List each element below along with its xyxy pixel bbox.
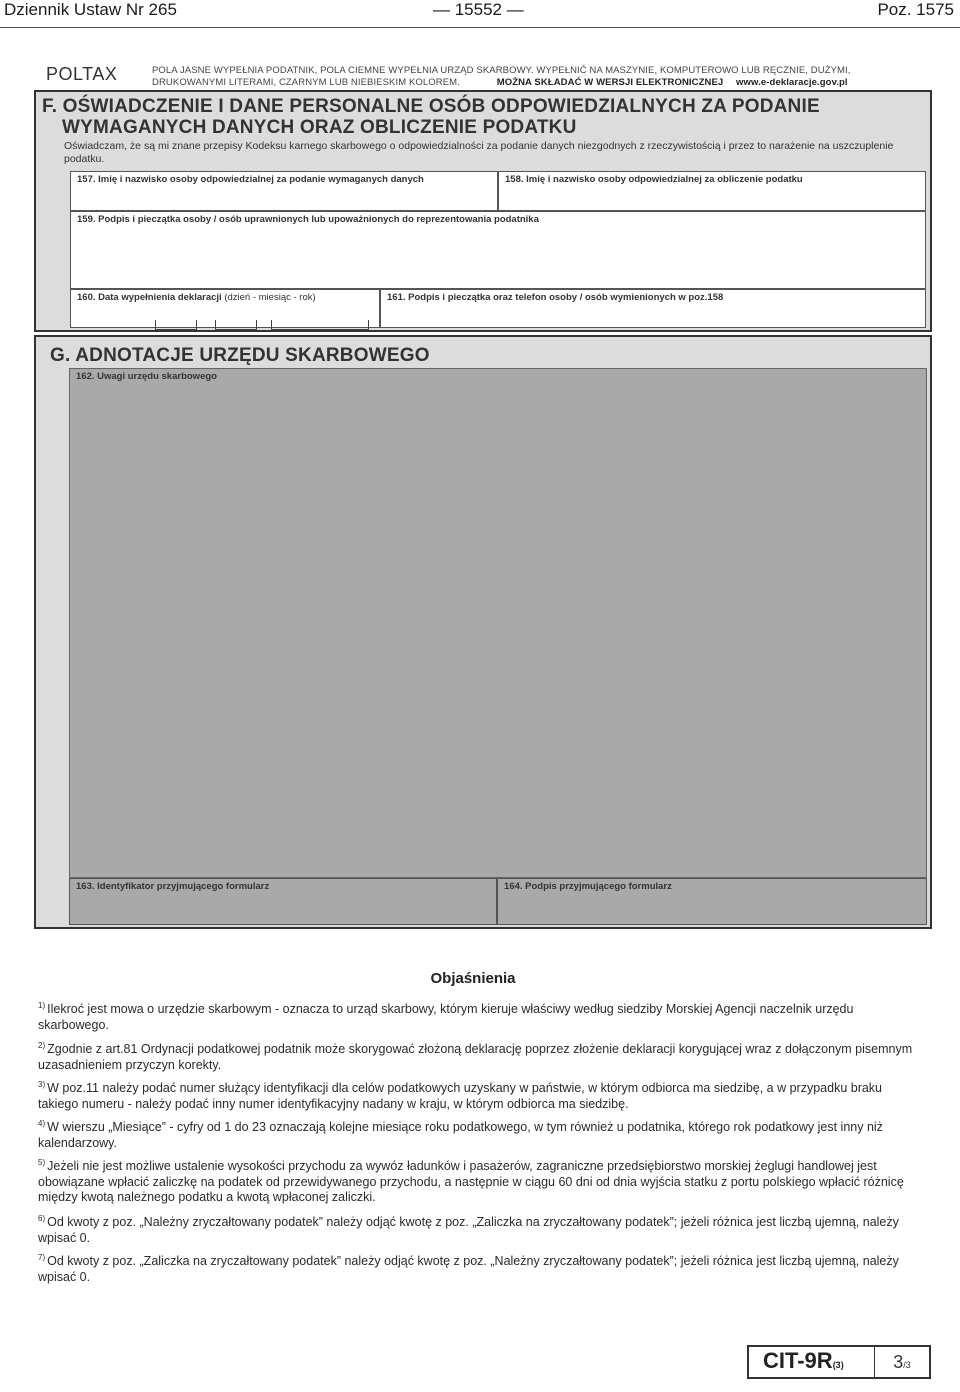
field-160-date[interactable] xyxy=(70,289,380,328)
page-number: — 15552 — xyxy=(433,0,524,19)
field-158-label: 158. Imię i nazwisko osoby odpowiedzialnej za obliczenie podatku xyxy=(505,174,803,185)
instructions-line-2 xyxy=(152,77,892,89)
field-164-label: 164. Podpis przyjmującego formularz xyxy=(504,881,672,892)
form-version: (3) xyxy=(832,1360,844,1370)
poltax-logo: POLTAX xyxy=(46,64,118,84)
date-day-box[interactable] xyxy=(155,320,197,330)
field-162-office-notes xyxy=(69,368,927,878)
form-page-indicator xyxy=(874,1347,929,1377)
note-1 xyxy=(38,998,922,1033)
field-159-signature[interactable] xyxy=(70,211,926,289)
field-164-office-signature xyxy=(497,878,927,925)
field-157-input[interactable] xyxy=(70,171,498,211)
note-3-text: W poz.11 należy podać numer służący identyfikacji dla celów podatkowych uzyskany w państwie, w którym odbiorca ma siedzibę, a w przypadku braku takiego numeru - należy podać inny numer identyfikacyjny nadany w kraju, w którym odbiorca ma siedzibę. xyxy=(38,1081,883,1111)
field-160-label-text: 160. Data wypełnienia deklaracji xyxy=(77,292,222,303)
e-deklaracje-link[interactable]: www.e-deklaracje.gov.pl xyxy=(736,77,848,88)
explanations-title: Objaśnienia xyxy=(430,970,516,987)
journal-title: Dziennik Ustaw Nr 265 xyxy=(4,0,177,19)
note-1-mark: 1) xyxy=(38,1001,46,1010)
note-6-mark: 6) xyxy=(38,1214,46,1223)
electronic-filing-note: MOŻNA SKŁADAĆ W WERSJI ELEKTRONICZNEJ xyxy=(496,77,724,88)
field-159-label: 159. Podpis i pieczątka osoby / osób uprawnionych lub upoważnionych do reprezentowania podatnika xyxy=(77,214,539,225)
note-6 xyxy=(38,1211,922,1246)
section-f-title-line-1: F. OŚWIADCZENIE I DANE PERSONALNE OSÓB ODPOWIEDZIALNYCH ZA PODANIE xyxy=(42,96,820,117)
field-163-label: 163. Identyfikator przyjmującego formularz xyxy=(76,881,270,892)
note-5-mark: 5) xyxy=(38,1158,46,1167)
header-rule xyxy=(0,27,960,28)
form-page: 3 xyxy=(893,1352,904,1372)
note-2-text: Zgodnie z art.81 Ordynacji podatkowej podatnik może skorygować złożoną deklarację poprzez złożenie deklaracji korygującej wraz z dołączonym pisemnym uzasadnieniem przyczyn korekty. xyxy=(38,1042,913,1072)
field-161-label: 161. Podpis i pieczątka oraz telefon osoby / osób wymienionych w poz.158 xyxy=(387,292,724,303)
note-5-text: Jeżeli nie jest możliwe ustalenie wysokości przychodu za wywóz ładunków i pasażerów, zagraniczne przedsiębiorstwo morskiej żeglugi handlowej jest obowiązane wpłacić zaliczkę na podatek od przewidywanego przychodu, a następnie w ciągu 60 dni od dnia wyjścia statku z portu polskiego wpłacić różnicę między kwotą należnego podatku a kwotą wpłaconej zaliczki. xyxy=(38,1159,904,1204)
field-160-label xyxy=(77,292,316,303)
section-f-title-line-2: WYMAGANYCH DANYCH ORAZ OBLICZENIE PODATKU xyxy=(62,117,577,138)
form-code xyxy=(763,1348,844,1374)
note-1-text: Ilekroć jest mowa o urzędzie skarbowym - oznacza to urząd skarbowy, którym kieruje właściwy według siedziby Morskiej Agencji naczelnik urzędu skarbowego. xyxy=(38,1002,854,1032)
note-7-mark: 7) xyxy=(38,1253,46,1262)
form-code-box xyxy=(747,1345,931,1379)
field-163-office-id xyxy=(69,878,497,925)
note-4-mark: 4) xyxy=(38,1119,46,1128)
date-year-box[interactable] xyxy=(271,320,369,330)
form-instructions xyxy=(152,65,892,89)
date-month-box[interactable] xyxy=(215,320,257,330)
form-code-text: CIT-9R xyxy=(763,1348,833,1373)
note-3-mark: 3) xyxy=(38,1080,46,1089)
section-f xyxy=(34,90,932,332)
note-2 xyxy=(38,1038,922,1073)
instructions-line-2-text: DRUKOWANYMI LITERAMI, CZARNYM LUB NIEBIESKIM KOLOREM. xyxy=(152,77,460,88)
note-7 xyxy=(38,1250,922,1285)
field-162-label: 162. Uwagi urzędu skarbowego xyxy=(76,371,217,382)
note-2-mark: 2) xyxy=(38,1041,46,1050)
form-page-total: /3 xyxy=(903,1360,911,1370)
instructions-line-1: POLA JASNE WYPEŁNIA PODATNIK, POLA CIEMNE WYPEŁNIA URZĄD SKARBOWY. WYPEŁNIĆ NA MASZYNIE, KOMPUTEROWO LUB RĘCZNIE, DUŻYMI, xyxy=(152,65,851,76)
note-7-text: Od kwoty z poz. „Zaliczka na zryczałtowany podatek” należy odjąć kwotę z poz. „Należny zryczałtowany podatek”; jeżeli różnica jest liczbą ujemną, należy wpisać 0. xyxy=(38,1254,899,1284)
field-161-signature[interactable] xyxy=(380,289,926,328)
section-g-title: G. ADNOTACJE URZĘDU SKARBOWEGO xyxy=(50,345,430,366)
note-5 xyxy=(38,1155,922,1206)
note-6-text: Od kwoty z poz. „Należny zryczałtowany podatek” należy odjąć kwotę z poz. „Zaliczka na zryczałtowany podatek”; jeżeli różnica jest liczbą ujemną, należy wpisać 0. xyxy=(38,1215,899,1245)
note-4-text: W wierszu „Miesiące” - cyfry od 1 do 23 oznaczają kolejne miesiące roku podatkowego, w tym również u podatnika, którego rok podatkowy jest inny niż kalendarzowy. xyxy=(38,1120,883,1150)
field-158-input[interactable] xyxy=(498,171,926,211)
field-157-label: 157. Imię i nazwisko osoby odpowiedzialnej za podanie wymaganych danych xyxy=(77,174,424,185)
note-4 xyxy=(38,1116,922,1151)
declaration-text: Oświadczam, że są mi znane przepisy Kodeksu karnego skarbowego o odpowiedzialności za podanie danych niezgodnych z rzeczywistością i przez to narażenie na uszczuplenie podatku. xyxy=(64,140,894,165)
position-number: Poz. 1575 xyxy=(877,0,954,19)
field-160-hint: (dzień - miesiąc - rok) xyxy=(224,292,316,303)
note-3 xyxy=(38,1077,922,1112)
